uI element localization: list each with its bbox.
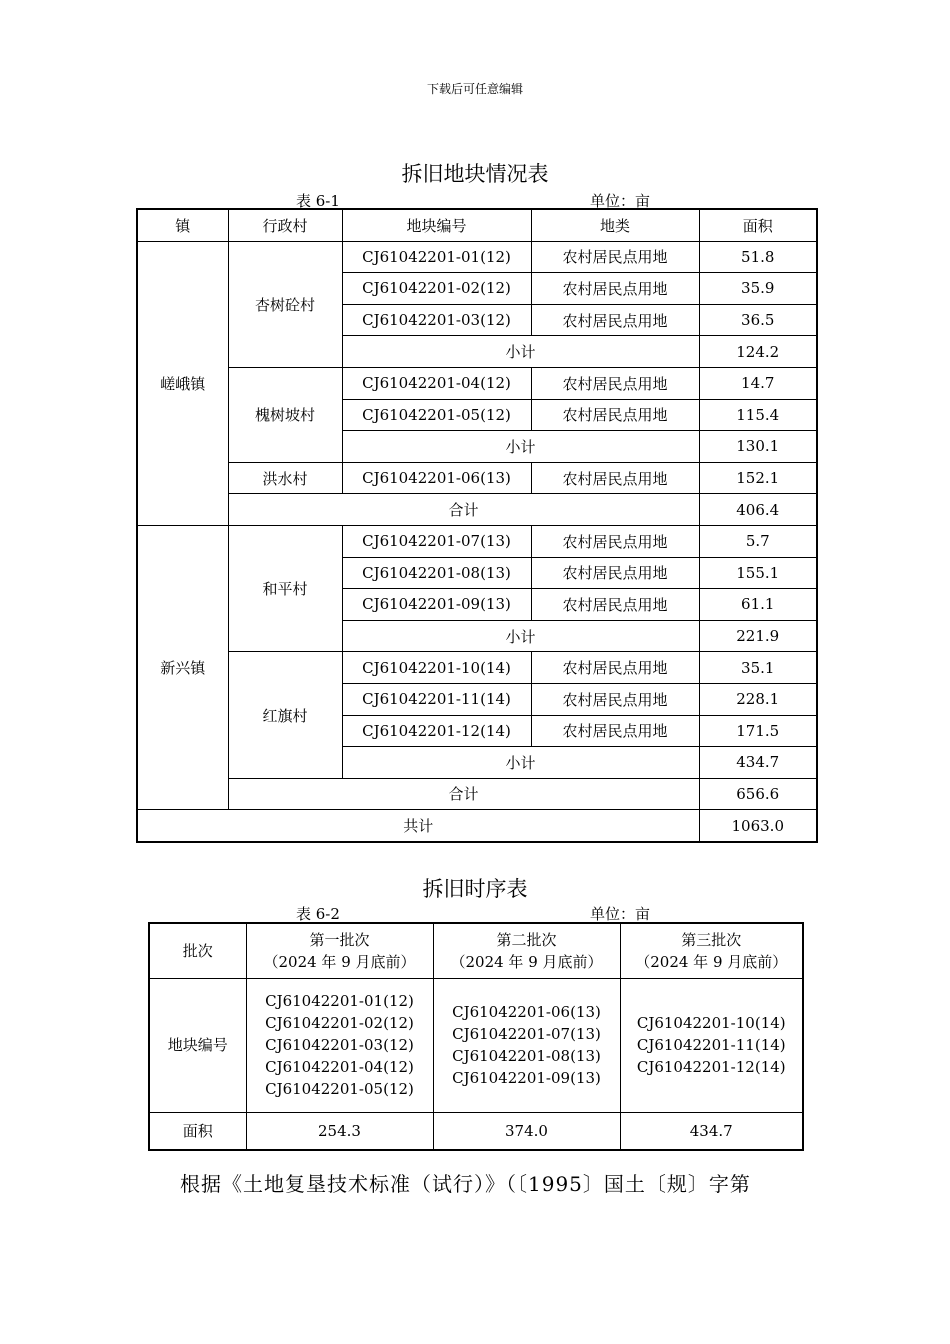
header-batch: 批次 — [149, 923, 246, 978]
header-plot-id: 地块编号 — [342, 209, 531, 241]
total-label: 合计 — [228, 778, 699, 810]
area-cell: 51.8 — [699, 241, 817, 273]
subtotal-label: 小计 — [342, 747, 699, 779]
area-cell: 61.1 — [699, 589, 817, 621]
header-town: 镇 — [137, 209, 228, 241]
table1-unit: 单位：亩 — [590, 192, 651, 210]
plot-id: CJ61042201-05(12) — [265, 1080, 414, 1098]
area-cell: 228.1 — [699, 683, 817, 715]
land-type-cell: 农村居民点用地 — [531, 304, 699, 336]
land-type-cell: 农村居民点用地 — [531, 715, 699, 747]
batch-deadline: （2024 年 9 月底前） — [263, 952, 416, 971]
area-cell: 14.7 — [699, 367, 817, 399]
plot-id-cell: CJ61042201-06(13) — [342, 462, 531, 494]
table2-label: 表 6-2 — [296, 905, 340, 923]
total-value: 406.4 — [699, 494, 817, 526]
plot-id-cell: CJ61042201-04(12) — [342, 367, 531, 399]
grand-total-value: 1063.0 — [699, 810, 817, 842]
area-cell: 115.4 — [699, 399, 817, 431]
land-type-cell: 农村居民点用地 — [531, 462, 699, 494]
table1-label: 表 6-1 — [296, 192, 340, 210]
header-village: 行政村 — [228, 209, 342, 241]
area-cell: 35.9 — [699, 273, 817, 305]
area-cell: 155.1 — [699, 557, 817, 589]
batch-3-ids — [620, 978, 803, 1112]
batch-name: 第三批次 — [681, 930, 742, 949]
plot-id: CJ61042201-08(13) — [452, 1047, 601, 1065]
plot-id-cell: CJ61042201-10(14) — [342, 652, 531, 684]
plot-id-cell: CJ61042201-05(12) — [342, 399, 531, 431]
demolition-plots-table — [136, 208, 818, 843]
plot-id: CJ61042201-12(14) — [636, 1058, 786, 1076]
batch-deadline: （2024 年 9 月底前） — [635, 952, 788, 971]
body-paragraph: 根据《土地复垦技术标准（试行）》（〔1995〕国土〔规〕字第 — [180, 1172, 751, 1196]
batch-1-area: 254.3 — [246, 1112, 433, 1150]
plot-id-cell: CJ61042201-01(12) — [342, 241, 531, 273]
table2-unit: 单位：亩 — [590, 905, 651, 923]
subtotal-label: 小计 — [342, 431, 699, 463]
village-cell: 洪水村 — [228, 462, 342, 494]
table-row — [137, 462, 817, 494]
subtotal-label: 小计 — [342, 620, 699, 652]
land-type-cell: 农村居民点用地 — [531, 652, 699, 684]
plot-id-cell: CJ61042201-02(12) — [342, 273, 531, 305]
total-row — [137, 494, 817, 526]
area-cell: 171.5 — [699, 715, 817, 747]
village-cell: 红旗村 — [228, 652, 342, 778]
land-type-cell: 农村居民点用地 — [531, 557, 699, 589]
table-row — [137, 367, 817, 399]
table-row — [137, 525, 817, 557]
table-row — [137, 652, 817, 684]
table1-title: 拆旧地块情况表 — [401, 162, 549, 186]
header-batch-3 — [620, 923, 803, 978]
header-area: 面积 — [699, 209, 817, 241]
total-value: 656.6 — [699, 778, 817, 810]
plot-id-cell: CJ61042201-09(13) — [342, 589, 531, 621]
table-header-row — [137, 209, 817, 241]
plot-id: CJ61042201-10(14) — [636, 1014, 786, 1032]
grand-total-label: 共计 — [137, 810, 699, 842]
grand-total-row — [137, 810, 817, 842]
plot-id: CJ61042201-03(12) — [265, 1036, 414, 1054]
batch-name: 第二批次 — [496, 930, 557, 949]
village-cell: 杏树砼村 — [228, 241, 342, 367]
land-type-cell: 农村居民点用地 — [531, 683, 699, 715]
subtotal-value: 434.7 — [699, 747, 817, 779]
plot-id-cell: CJ61042201-11(14) — [342, 683, 531, 715]
subtotal-label: 小计 — [342, 336, 699, 368]
plot-ids-row — [149, 978, 803, 1112]
header-land-type: 地类 — [531, 209, 699, 241]
batch-name: 第一批次 — [309, 930, 370, 949]
plot-id: CJ61042201-01(12) — [265, 992, 414, 1010]
land-type-cell: 农村居民点用地 — [531, 525, 699, 557]
subtotal-value: 124.2 — [699, 336, 817, 368]
town-cell: 新兴镇 — [137, 525, 228, 809]
plot-id: CJ61042201-06(13) — [452, 1003, 601, 1021]
subtotal-value: 130.1 — [699, 431, 817, 463]
table2-title: 拆旧时序表 — [422, 877, 528, 901]
batch-3-area: 434.7 — [620, 1112, 803, 1150]
plot-id: CJ61042201-07(13) — [452, 1025, 601, 1043]
demolition-schedule-table — [148, 922, 804, 1151]
plot-id-cell: CJ61042201-12(14) — [342, 715, 531, 747]
plot-id: CJ61042201-09(13) — [452, 1069, 601, 1087]
row-label-area: 面积 — [149, 1112, 246, 1150]
area-cell: 5.7 — [699, 525, 817, 557]
land-type-cell: 农村居民点用地 — [531, 367, 699, 399]
subtotal-value: 221.9 — [699, 620, 817, 652]
land-type-cell: 农村居民点用地 — [531, 241, 699, 273]
batch-2-ids — [433, 978, 620, 1112]
batch-2-area: 374.0 — [433, 1112, 620, 1150]
village-cell: 和平村 — [228, 525, 342, 651]
plot-id-cell: CJ61042201-03(12) — [342, 304, 531, 336]
plot-id: CJ61042201-11(14) — [636, 1036, 786, 1054]
plot-id: CJ61042201-04(12) — [265, 1058, 414, 1076]
total-label: 合计 — [228, 494, 699, 526]
plot-id-cell: CJ61042201-07(13) — [342, 525, 531, 557]
batch-1-ids — [246, 978, 433, 1112]
header-batch-1 — [246, 923, 433, 978]
row-label-plot-ids: 地块编号 — [149, 978, 246, 1112]
header-batch-2 — [433, 923, 620, 978]
area-cell: 36.5 — [699, 304, 817, 336]
total-row — [137, 778, 817, 810]
village-cell: 槐树坡村 — [228, 367, 342, 462]
plot-id: CJ61042201-02(12) — [265, 1014, 414, 1032]
area-cell: 152.1 — [699, 462, 817, 494]
area-cell: 35.1 — [699, 652, 817, 684]
area-row — [149, 1112, 803, 1150]
table-header-row — [149, 923, 803, 978]
header-note: 下载后可任意编辑 — [426, 82, 523, 96]
land-type-cell: 农村居民点用地 — [531, 273, 699, 305]
batch-deadline: （2024 年 9 月底前） — [450, 952, 603, 971]
plot-id-cell: CJ61042201-08(13) — [342, 557, 531, 589]
land-type-cell: 农村居民点用地 — [531, 589, 699, 621]
table-row — [137, 241, 817, 273]
town-cell: 嵯峨镇 — [137, 241, 228, 525]
land-type-cell: 农村居民点用地 — [531, 399, 699, 431]
